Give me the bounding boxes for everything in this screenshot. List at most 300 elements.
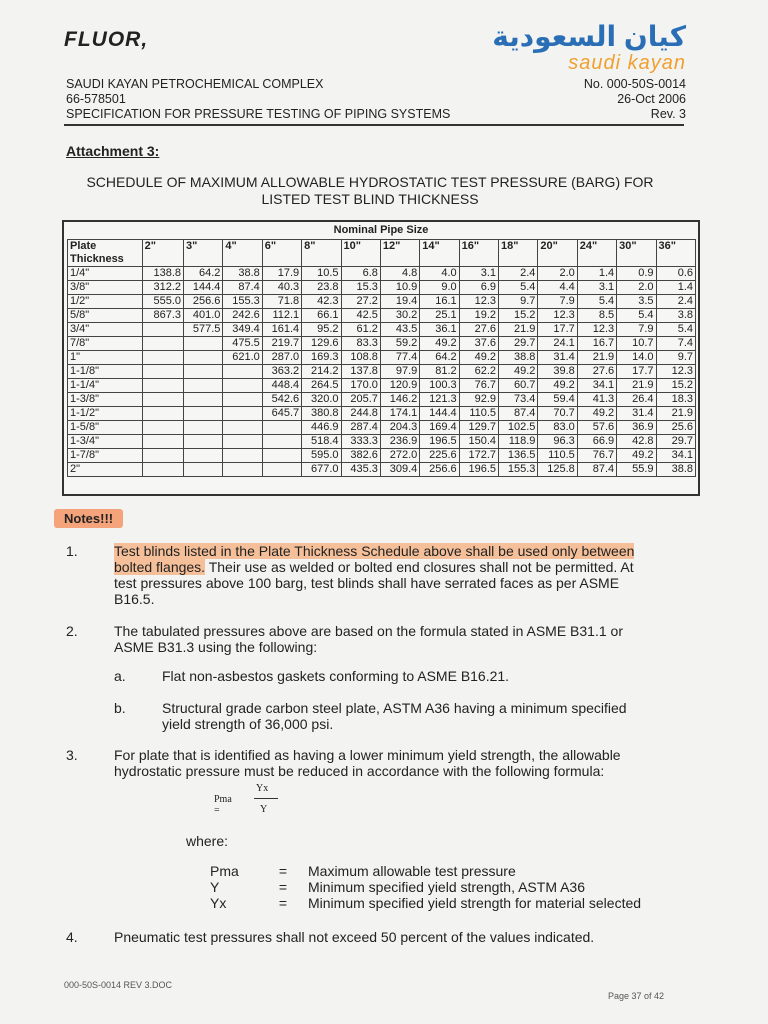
- pressure-cell: [184, 407, 223, 421]
- table-row: [68, 407, 696, 421]
- schedule-title-line-1: SCHEDULE OF MAXIMUM ALLOWABLE HYDROSTATIC TEST PRESSURE (BARG) FOR: [86, 174, 654, 190]
- pressure-cell: 161.4: [262, 323, 301, 337]
- definition-symbol: Y: [210, 879, 220, 895]
- pressure-cell: 6.8: [341, 267, 380, 281]
- pressure-cell: 169.3: [302, 351, 341, 365]
- pressure-cell: 645.7: [262, 407, 301, 421]
- plate-thickness-cell: 1-7/8": [68, 449, 143, 463]
- pipe-size-header: 4": [223, 240, 262, 267]
- fraction-bar: [254, 798, 278, 799]
- pressure-cell: 170.0: [341, 379, 380, 393]
- pressure-cell: 57.6: [577, 421, 616, 435]
- footer-filename: 000-50S-0014 REV 3.DOC: [64, 980, 173, 990]
- pressure-cell: 125.8: [538, 463, 577, 477]
- pressure-cell: 448.4: [262, 379, 301, 393]
- pressure-cell: 4.0: [420, 267, 459, 281]
- pressure-cell: 15.3: [341, 281, 380, 295]
- pressure-cell: 17.7: [617, 365, 656, 379]
- pressure-cell: 577.5: [184, 323, 223, 337]
- pressure-cell: 31.4: [617, 407, 656, 421]
- fluor-logo-mark: ,: [141, 28, 149, 51]
- pressure-cell: 87.4: [577, 463, 616, 477]
- pressure-cell: 155.3: [223, 295, 262, 309]
- plate-thickness-cell: 1/4": [68, 267, 143, 281]
- pressure-cell: 27.2: [341, 295, 380, 309]
- pressure-cell: 49.2: [499, 365, 538, 379]
- table-row: [68, 463, 696, 477]
- note-2-line-2: ASME B31.3 using the following:: [114, 639, 318, 655]
- definition-equals: =: [278, 879, 288, 895]
- pressure-cell: 42.5: [341, 309, 380, 323]
- pressure-cell: 242.6: [223, 309, 262, 323]
- pressure-cell: 144.4: [420, 407, 459, 421]
- pressure-cell: 112.1: [262, 309, 301, 323]
- pressure-cell: 49.2: [459, 351, 498, 365]
- pressure-cell: 3.1: [577, 281, 616, 295]
- definition-equals: =: [278, 863, 288, 879]
- pressure-cell: [223, 365, 262, 379]
- pressure-cell: [262, 449, 301, 463]
- pressure-cell: [223, 463, 262, 477]
- plate-thickness-cell: 1-5/8": [68, 421, 143, 435]
- definition-description: Maximum allowable test pressure: [308, 863, 516, 879]
- pressure-cell: [142, 379, 183, 393]
- pressure-cell: [223, 379, 262, 393]
- pressure-cell: 7.4: [656, 337, 695, 351]
- pressure-cell: 2.0: [617, 281, 656, 295]
- pressure-cell: 102.5: [499, 421, 538, 435]
- pressure-cell: 87.4: [499, 407, 538, 421]
- pressure-cell: 0.9: [617, 267, 656, 281]
- pressure-cell: 37.6: [459, 337, 498, 351]
- pressure-cell: 264.5: [302, 379, 341, 393]
- pressure-cell: 34.1: [577, 379, 616, 393]
- pressure-cell: 380.8: [302, 407, 341, 421]
- pressure-cell: 169.4: [420, 421, 459, 435]
- spec-title: SPECIFICATION FOR PRESSURE TESTING OF PIPING SYSTEMS: [66, 107, 451, 121]
- pipe-size-header: 8": [302, 240, 341, 267]
- note-1-highlight-1: Test blinds listed in the Plate Thickness Schedule above shall be used only between: [114, 543, 635, 559]
- pipe-size-header: 6": [262, 240, 301, 267]
- definition-symbol: Yx: [210, 895, 227, 911]
- pressure-cell: 25.6: [656, 421, 695, 435]
- pressure-cell: 15.2: [656, 379, 695, 393]
- pressure-cell: 87.4: [223, 281, 262, 295]
- pressure-cell: 21.9: [617, 379, 656, 393]
- pressure-cell: [142, 337, 183, 351]
- definition-description: Minimum specified yield strength, ASTM A36: [308, 879, 586, 895]
- pressure-cell: 401.0: [184, 309, 223, 323]
- definition-equals: =: [278, 895, 288, 911]
- note-2b-line-1: Structural grade carbon steel plate, ASTM A36 having a minimum specified: [162, 700, 627, 716]
- pressure-cell: 118.9: [499, 435, 538, 449]
- pressure-cell: 42.8: [617, 435, 656, 449]
- note-3: [114, 747, 704, 779]
- pressure-cell: [184, 337, 223, 351]
- formula-numerator: Yx: [256, 783, 269, 794]
- plate-thickness-header: [68, 240, 143, 267]
- table-row: [68, 281, 696, 295]
- where-label: where:: [186, 833, 229, 849]
- note-2: [114, 623, 704, 655]
- pressure-cell: [184, 351, 223, 365]
- pressure-cell: [223, 449, 262, 463]
- pressure-cell: 0.6: [656, 267, 695, 281]
- pressure-cell: 64.2: [184, 267, 223, 281]
- pressure-cell: 83.3: [341, 337, 380, 351]
- pressure-cell: 172.7: [459, 449, 498, 463]
- document-header-right: [584, 77, 686, 122]
- pressure-cell: 174.1: [380, 407, 419, 421]
- pressure-cell: 256.6: [184, 295, 223, 309]
- pressure-cell: 30.2: [380, 309, 419, 323]
- pipe-size-header: 16": [459, 240, 498, 267]
- pressure-cell: 196.5: [420, 435, 459, 449]
- pipe-size-header: 36": [656, 240, 695, 267]
- pressure-cell: [184, 421, 223, 435]
- pressure-cell: 70.7: [538, 407, 577, 421]
- table-caption: Nominal Pipe Size: [333, 224, 429, 236]
- pressure-cell: [262, 421, 301, 435]
- pressure-cell: 49.2: [420, 337, 459, 351]
- note-4: Pneumatic test pressures shall not exceed 50 percent of the values indicated.: [114, 929, 595, 945]
- table-row: [68, 295, 696, 309]
- pressure-cell: 121.3: [420, 393, 459, 407]
- pressure-cell: 16.1: [420, 295, 459, 309]
- pressure-cell: 21.9: [577, 351, 616, 365]
- pressure-cell: [184, 393, 223, 407]
- pressure-cell: 21.9: [499, 323, 538, 337]
- pressure-cell: [142, 449, 183, 463]
- pressure-cell: 43.5: [380, 323, 419, 337]
- pressure-cell: [142, 365, 183, 379]
- pressure-cell: 595.0: [302, 449, 341, 463]
- note-2-line-1: The tabulated pressures above are based on the formula stated in ASME B31.1 or: [114, 623, 623, 639]
- pressure-cell: 144.4: [184, 281, 223, 295]
- plate-thickness-cell: 2": [68, 463, 143, 477]
- pressure-cell: 49.2: [538, 379, 577, 393]
- pressure-cell: 12.3: [538, 309, 577, 323]
- pressure-cell: [142, 323, 183, 337]
- pressure-cell: 41.3: [577, 393, 616, 407]
- header-divider: [64, 124, 684, 126]
- pressure-cell: 23.8: [302, 281, 341, 295]
- attachment-heading: Attachment 3:: [66, 143, 160, 159]
- pressure-table: [67, 239, 696, 477]
- pressure-cell: 96.3: [538, 435, 577, 449]
- pressure-cell: 555.0: [142, 295, 183, 309]
- pressure-cell: 287.0: [262, 351, 301, 365]
- formula-definitions: [210, 863, 641, 911]
- schedule-title: [60, 174, 680, 208]
- pressure-cell: 7.9: [538, 295, 577, 309]
- pressure-cell: 6.9: [459, 281, 498, 295]
- pressure-cell: [184, 463, 223, 477]
- document-header-left: [66, 77, 450, 122]
- pressure-cell: 12.3: [577, 323, 616, 337]
- plate-thickness-cell: 7/8": [68, 337, 143, 351]
- pressure-cell: 49.2: [577, 407, 616, 421]
- pipe-size-header: 2": [142, 240, 183, 267]
- pressure-cell: 97.9: [380, 365, 419, 379]
- pressure-cell: 36.1: [420, 323, 459, 337]
- pressure-cell: 138.8: [142, 267, 183, 281]
- pressure-cell: 95.2: [302, 323, 341, 337]
- table-row: [68, 435, 696, 449]
- plate-thickness-header-line: Plate: [70, 240, 97, 252]
- pressure-cell: [223, 421, 262, 435]
- revision: Rev. 3: [650, 107, 686, 121]
- plate-thickness-cell: 5/8": [68, 309, 143, 323]
- table-row: [68, 351, 696, 365]
- job-number: 66-578501: [66, 92, 126, 106]
- pressure-cell: 8.5: [577, 309, 616, 323]
- pressure-cell: 5.4: [656, 323, 695, 337]
- pressure-cell: 21.9: [656, 407, 695, 421]
- plate-thickness-cell: 3/8": [68, 281, 143, 295]
- note-2b-line-2: yield strength of 36,000 psi.: [162, 716, 334, 732]
- pressure-cell: 29.7: [656, 435, 695, 449]
- table-row: [68, 365, 696, 379]
- pressure-cell: 256.6: [420, 463, 459, 477]
- pressure-cell: 4.8: [380, 267, 419, 281]
- plate-thickness-cell: 1/2": [68, 295, 143, 309]
- note-3-number: 3.: [66, 747, 78, 763]
- pipe-size-header: 24": [577, 240, 616, 267]
- pressure-cell: 1.4: [577, 267, 616, 281]
- pressure-cell: 76.7: [459, 379, 498, 393]
- pressure-cell: 59.4: [538, 393, 577, 407]
- pressure-cell: 10.9: [380, 281, 419, 295]
- pressure-cell: 214.2: [302, 365, 341, 379]
- pressure-cell: 5.4: [617, 309, 656, 323]
- pressure-cell: 24.1: [538, 337, 577, 351]
- footer-page-number: Page 37 of 42: [608, 991, 665, 1001]
- pressure-cell: 120.9: [380, 379, 419, 393]
- note-1-rest-3: B16.5.: [114, 591, 155, 607]
- pressure-cell: 27.6: [459, 323, 498, 337]
- pressure-cell: 38.8: [223, 267, 262, 281]
- pressure-cell: 55.9: [617, 463, 656, 477]
- pressure-cell: 129.7: [459, 421, 498, 435]
- pressure-cell: 150.4: [459, 435, 498, 449]
- pressure-cell: [142, 351, 183, 365]
- pressure-cell: 49.2: [617, 449, 656, 463]
- pressure-cell: 38.8: [499, 351, 538, 365]
- note-1-highlight-2: bolted flanges.: [114, 559, 206, 575]
- pipe-size-header: 18": [499, 240, 538, 267]
- pressure-cell: 446.9: [302, 421, 341, 435]
- pressure-cell: 349.4: [223, 323, 262, 337]
- pressure-cell: 272.0: [380, 449, 419, 463]
- pressure-cell: [262, 463, 301, 477]
- pressure-cell: [184, 365, 223, 379]
- pressure-cell: 312.2: [142, 281, 183, 295]
- pressure-cell: 2.4: [656, 295, 695, 309]
- table-row: [68, 379, 696, 393]
- pressure-cell: 110.5: [459, 407, 498, 421]
- pressure-cell: 36.9: [617, 421, 656, 435]
- pressure-cell: 2.0: [538, 267, 577, 281]
- pipe-size-header: 20": [538, 240, 577, 267]
- pressure-cell: 621.0: [223, 351, 262, 365]
- pressure-cell: 26.4: [617, 393, 656, 407]
- pressure-cell: [184, 435, 223, 449]
- pipe-size-header: 10": [341, 240, 380, 267]
- note-1-rest-1: Their use as welded or bolted end closures shall not be permitted. At: [205, 559, 634, 575]
- plate-thickness-cell: 3/4": [68, 323, 143, 337]
- definition-row: [210, 863, 641, 879]
- saudi-kayan-logo-arabic: كيان السعودية: [492, 21, 686, 52]
- pressure-cell: 129.6: [302, 337, 341, 351]
- pressure-cell: 542.6: [262, 393, 301, 407]
- pressure-cell: 137.8: [341, 365, 380, 379]
- schedule-title-line-2: LISTED TEST BLIND THICKNESS: [261, 191, 479, 207]
- pressure-cell: 475.5: [223, 337, 262, 351]
- plate-thickness-cell: 1-3/8": [68, 393, 143, 407]
- pressure-cell: [223, 407, 262, 421]
- pressure-cell: 42.3: [302, 295, 341, 309]
- note-2b: [162, 700, 702, 732]
- plate-thickness-cell: 1-3/4": [68, 435, 143, 449]
- pressure-cell: [223, 435, 262, 449]
- pressure-cell: [142, 463, 183, 477]
- pressure-cell: 73.4: [499, 393, 538, 407]
- pressure-cell: 18.3: [656, 393, 695, 407]
- pressure-cell: [223, 393, 262, 407]
- pressure-cell: 12.3: [459, 295, 498, 309]
- table-row: [68, 267, 696, 281]
- pressure-cell: 146.2: [380, 393, 419, 407]
- pressure-cell: 287.4: [341, 421, 380, 435]
- pressure-cell: 5.4: [499, 281, 538, 295]
- pressure-cell: 3.8: [656, 309, 695, 323]
- pressure-cell: 31.4: [538, 351, 577, 365]
- table-row: [68, 393, 696, 407]
- plate-thickness-header-line: Thickness: [70, 253, 124, 265]
- table-row: [68, 337, 696, 351]
- pressure-cell: 1.4: [656, 281, 695, 295]
- pressure-cell: 60.7: [499, 379, 538, 393]
- pressure-cell: 867.3: [142, 309, 183, 323]
- pressure-cell: 309.4: [380, 463, 419, 477]
- pressure-cell: 3.1: [459, 267, 498, 281]
- formula-lhs: Pma =: [214, 794, 232, 816]
- note-1-number: 1.: [66, 543, 78, 559]
- pressure-cell: 29.7: [499, 337, 538, 351]
- definition-row: [210, 895, 641, 911]
- pressure-cell: 100.3: [420, 379, 459, 393]
- pipe-size-header: 12": [380, 240, 419, 267]
- note-1: [114, 543, 704, 607]
- pressure-cell: 14.0: [617, 351, 656, 365]
- definition-description: Minimum specified yield strength for material selected: [308, 895, 642, 911]
- note-2-number: 2.: [66, 623, 78, 639]
- fluor-logo: FLUOR,: [64, 28, 149, 51]
- pressure-cell: [142, 407, 183, 421]
- pressure-cell: 81.2: [420, 365, 459, 379]
- pressure-cell: 17.7: [538, 323, 577, 337]
- note-2a-letter: a.: [114, 668, 126, 684]
- pressure-cell: 92.9: [459, 393, 498, 407]
- pressure-cell: [184, 449, 223, 463]
- pressure-cell: 9.7: [656, 351, 695, 365]
- formula-denominator: Y: [260, 804, 268, 815]
- pressure-cell: 155.3: [499, 463, 538, 477]
- pressure-cell: [142, 393, 183, 407]
- pressure-cell: 10.7: [617, 337, 656, 351]
- pressure-cell: 244.8: [341, 407, 380, 421]
- pressure-cell: 71.8: [262, 295, 301, 309]
- pressure-cell: 205.7: [341, 393, 380, 407]
- pressure-cell: [262, 435, 301, 449]
- document-date: 26-Oct 2006: [617, 92, 686, 106]
- pressure-cell: 9.0: [420, 281, 459, 295]
- pressure-cell: 10.5: [302, 267, 341, 281]
- pressure-cell: 76.7: [577, 449, 616, 463]
- pipe-size-header: 14": [420, 240, 459, 267]
- note-3-line-2: hydrostatic pressure must be reduced in accordance with the following formula:: [114, 763, 605, 779]
- note-2a: Flat non-asbestos gaskets conforming to ASME B16.21.: [162, 668, 510, 684]
- pressure-cell: 518.4: [302, 435, 341, 449]
- pressure-cell: 196.5: [459, 463, 498, 477]
- notes-tag: Notes!!!: [54, 509, 123, 528]
- pressure-cell: 435.3: [341, 463, 380, 477]
- definition-symbol: Pma: [210, 863, 239, 879]
- pressure-cell: 66.1: [302, 309, 341, 323]
- pressure-cell: 64.2: [420, 351, 459, 365]
- pressure-cell: 320.0: [302, 393, 341, 407]
- pressure-cell: 27.6: [577, 365, 616, 379]
- pressure-cell: 40.3: [262, 281, 301, 295]
- pressure-cell: 19.2: [459, 309, 498, 323]
- pressure-cell: 59.2: [380, 337, 419, 351]
- note-3-line-1: For plate that is identified as having a lower minimum yield strength, the allowable: [114, 747, 621, 763]
- table-row: [68, 421, 696, 435]
- table-row: [68, 323, 696, 337]
- definition-row: [210, 879, 641, 895]
- pressure-cell: 110.5: [538, 449, 577, 463]
- pressure-cell: 136.5: [499, 449, 538, 463]
- pressure-cell: 15.2: [499, 309, 538, 323]
- pressure-cell: 204.3: [380, 421, 419, 435]
- pressure-cell: 108.8: [341, 351, 380, 365]
- pressure-cell: 236.9: [380, 435, 419, 449]
- note-2b-letter: b.: [114, 700, 126, 716]
- project-name: SAUDI KAYAN PETROCHEMICAL COMPLEX: [66, 77, 324, 91]
- pressure-cell: 25.1: [420, 309, 459, 323]
- pressure-cell: 3.5: [617, 295, 656, 309]
- document-number: No. 000-50S-0014: [583, 77, 686, 91]
- pipe-size-header: 30": [617, 240, 656, 267]
- pressure-cell: 5.4: [577, 295, 616, 309]
- pressure-table-frame: [62, 220, 700, 496]
- pressure-cell: [142, 421, 183, 435]
- pressure-cell: [184, 379, 223, 393]
- pressure-cell: 382.6: [341, 449, 380, 463]
- pressure-cell: 9.7: [499, 295, 538, 309]
- pressure-cell: 39.8: [538, 365, 577, 379]
- pressure-cell: 7.9: [617, 323, 656, 337]
- pressure-cell: 219.7: [262, 337, 301, 351]
- table-row: [68, 309, 696, 323]
- pressure-cell: 62.2: [459, 365, 498, 379]
- pressure-cell: 19.4: [380, 295, 419, 309]
- plate-thickness-cell: 1-1/2": [68, 407, 143, 421]
- pressure-cell: 61.2: [341, 323, 380, 337]
- pressure-cell: 225.6: [420, 449, 459, 463]
- note-4-number: 4.: [66, 929, 78, 945]
